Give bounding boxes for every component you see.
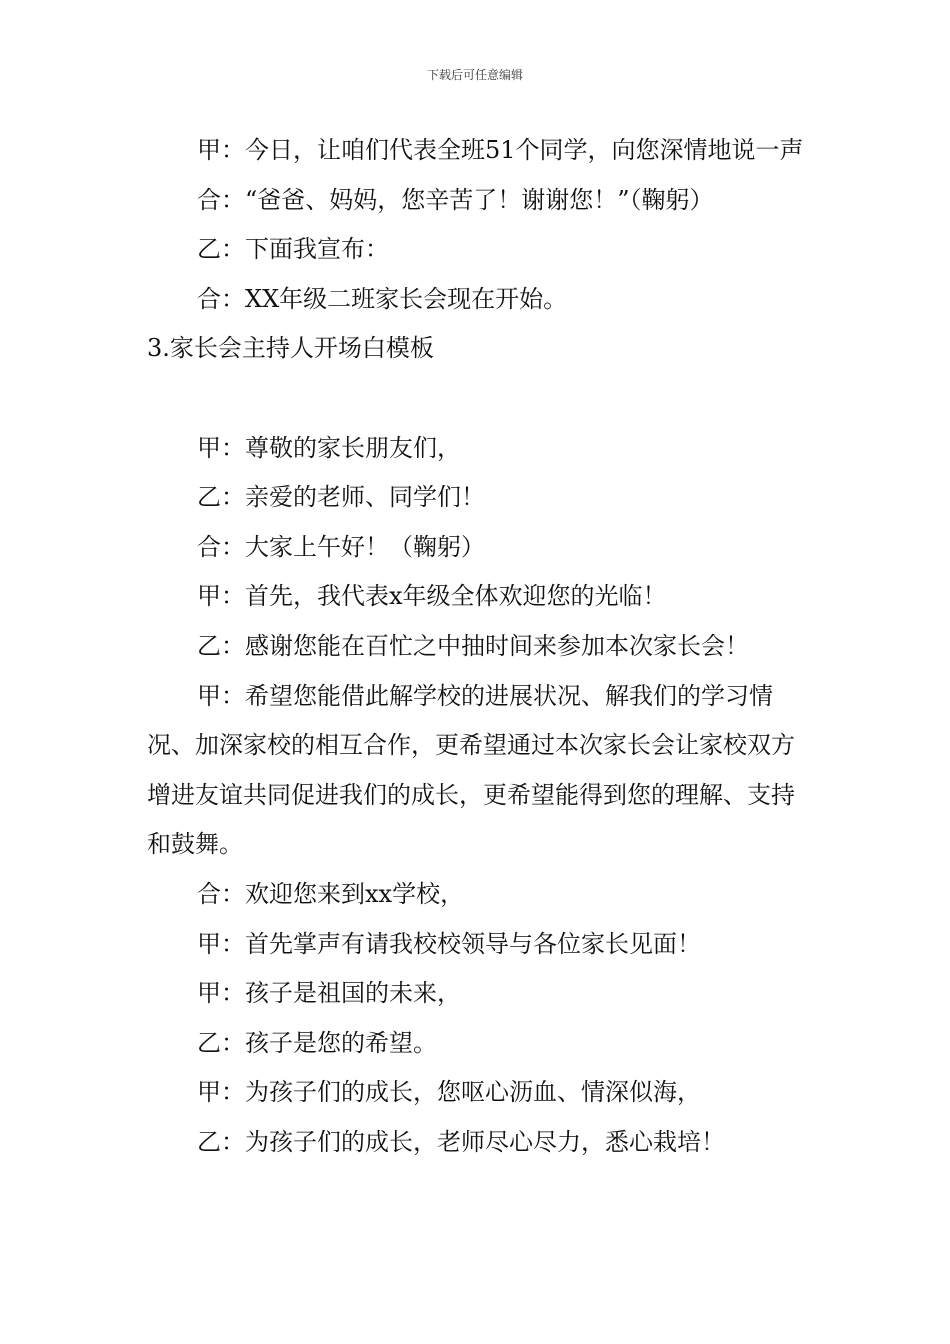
paragraph: 乙：亲爱的老师、同学们！ [197, 483, 485, 512]
paragraph: 甲：首先，我代表x年级全体欢迎您的光临！ [197, 582, 667, 611]
document-body [147, 126, 807, 1167]
paragraph: 甲：首先掌声有请我校校领导与各位家长见面！ [197, 929, 701, 958]
section-heading: 3.家长会主持人开场白模板 [147, 334, 434, 363]
paragraph: 乙：孩子是您的希望。 [197, 1028, 437, 1057]
paragraph: 合：XX年级二班家长会现在开始。 [197, 284, 568, 313]
paragraph: 甲：孩子是祖国的未来， [197, 979, 461, 1008]
paragraph: 甲：为孩子们的成长，您呕心沥血、情深似海， [197, 1078, 701, 1107]
paragraph: 乙：感谢您能在百忙之中抽时间来参加本次家长会！ [197, 631, 749, 660]
paragraph: 甲：尊敬的家长朋友们， [197, 433, 461, 462]
blank-line [147, 374, 807, 424]
page-header-note: 下载后可任意编辑 [426, 68, 523, 82]
paragraph: 合：“爸爸、妈妈，您辛苦了！谢谢您！”（鞠躬） [197, 185, 714, 214]
paragraph: 甲：今日，让咱们代表全班51个同学，向您深情地说一声 [197, 136, 804, 164]
paragraph: 合：欢迎您来到xx学校， [197, 879, 465, 908]
paragraph: 合：大家上午好！（鞠躬） [197, 532, 485, 561]
paragraph: 乙：为孩子们的成长，老师尽心尽力，悉心栽培！ [197, 1127, 725, 1156]
paragraph: 甲：希望您能借此解学校的进展状况、解我们的学习情况、加深家校的相互合作，更希望通过本次家长会让家校双方增进友谊共同促进我们的成长，更希望能得到您的理解、支持和鼓舞。 [147, 681, 795, 859]
paragraph: 乙：下面我宣布： [197, 235, 389, 264]
